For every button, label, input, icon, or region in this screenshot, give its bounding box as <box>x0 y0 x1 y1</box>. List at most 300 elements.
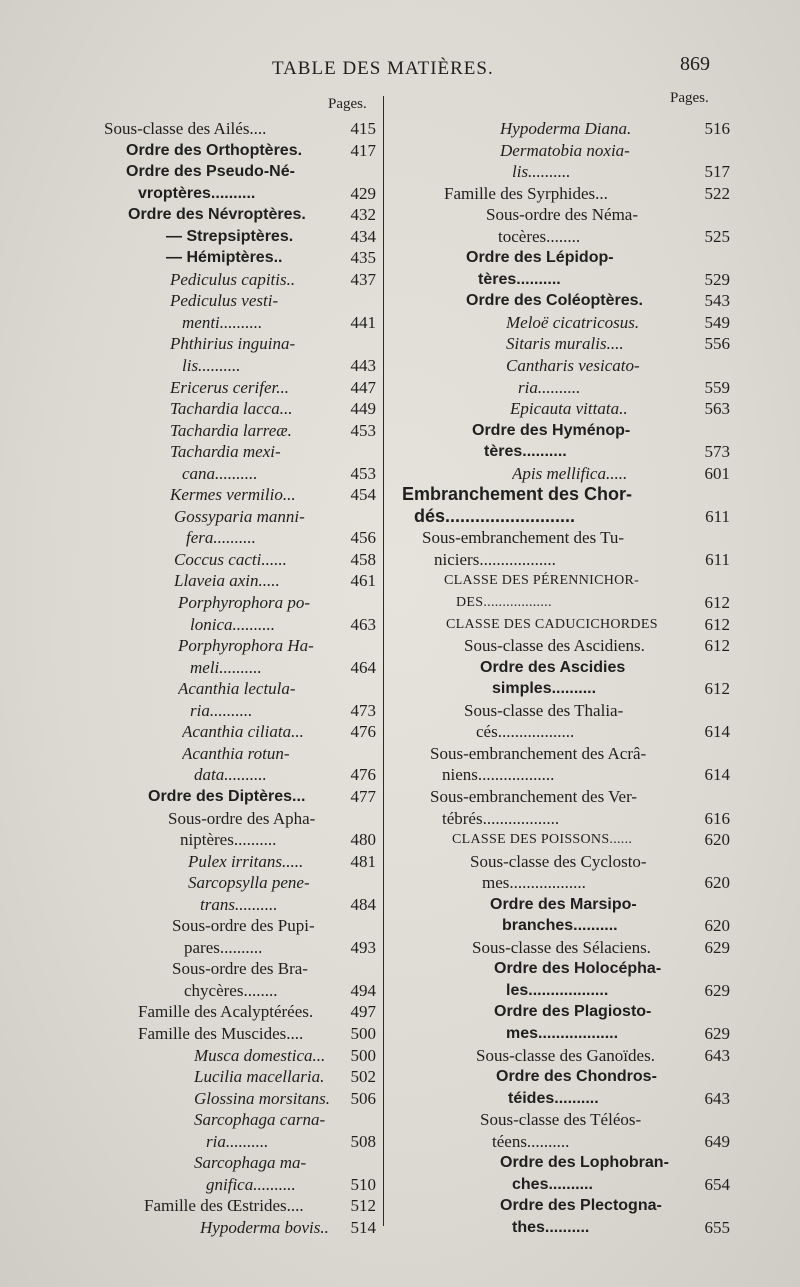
toc-entry-title <box>104 226 332 248</box>
toc-entry-page: 612 <box>704 636 730 656</box>
toc-entry-page: 611 <box>705 549 730 569</box>
toc-entry-page: 616 <box>704 808 730 828</box>
toc-entry-line: tébrés.................. <box>442 808 560 828</box>
toc-entry-line: gnifica.......... <box>206 1174 296 1194</box>
toc-entry-line: Gossyparia manni- <box>174 506 305 526</box>
toc-entry-line: Pediculus capitis.. <box>170 269 296 289</box>
toc-entry-page: 611 <box>705 506 730 526</box>
toc-entry-page: 417 <box>350 140 376 160</box>
toc-entry-line: lis.......... <box>182 356 241 376</box>
toc-entry <box>400 570 730 613</box>
toc-entry-title <box>400 937 686 959</box>
toc-entry-line: Sitaris muralis.... <box>506 334 624 354</box>
toc-entry-page: 415 <box>350 119 376 138</box>
toc-entry-line: CLASSE DES CADUCICHORDES <box>446 616 658 632</box>
toc-entry-page: 620 <box>704 916 730 936</box>
toc-entry-line: ches.......... <box>512 1175 593 1193</box>
toc-entry-line: Musca domestica... <box>194 1045 326 1065</box>
toc-entry <box>104 743 376 786</box>
toc-entry <box>104 635 376 678</box>
toc-entry-page: 463 <box>350 614 376 634</box>
toc-entry-line: téides.......... <box>508 1089 599 1107</box>
toc-entry <box>400 851 730 894</box>
toc-entry-line: lis.......... <box>512 162 571 182</box>
toc-entry-title <box>400 527 686 570</box>
toc-entry-page: 429 <box>350 183 376 203</box>
toc-entry-line: Phthirius inguina- <box>170 334 296 354</box>
toc-entry-title <box>104 570 332 592</box>
toc-entry <box>400 614 730 636</box>
toc-entry-line: Famille des Syrphides... <box>444 183 608 203</box>
toc-entry-title <box>400 118 686 140</box>
toc-entry-page: 500 <box>350 1023 376 1043</box>
toc-entry-title <box>400 484 686 527</box>
toc-entry <box>400 635 730 657</box>
toc-entry-title <box>400 635 686 657</box>
toc-entry-page: 456 <box>350 528 376 548</box>
toc-entry-line: fera.......... <box>186 528 256 548</box>
toc-entry-line: Acanthia ciliata... <box>182 722 304 742</box>
toc-entry-title <box>104 1045 332 1067</box>
toc-entry-line: Sous-classe des Téléos- <box>480 1110 642 1130</box>
toc-entry-title <box>104 721 332 743</box>
toc-entry-line: Sous-classe des Cyclosto- <box>470 851 647 871</box>
toc-entry-title <box>400 570 686 613</box>
toc-entry-page: 449 <box>350 399 376 419</box>
toc-entry-page: 612 <box>704 593 730 613</box>
toc-entry-line: Porphyrophora po- <box>178 593 311 613</box>
toc-entry <box>104 958 376 1001</box>
toc-entry-page: 510 <box>350 1174 376 1194</box>
toc-entry-title <box>104 484 332 506</box>
toc-entry <box>400 1001 730 1044</box>
toc-entry-line: — Hémiptères.. <box>166 249 283 267</box>
toc-entry-page: 506 <box>350 1088 376 1108</box>
toc-entry-page: 441 <box>350 312 376 332</box>
toc-entry-line: Sous-ordre des Bra- <box>172 959 308 979</box>
toc-entry-line: Acanthia lectula- <box>178 679 296 699</box>
toc-entry <box>104 161 376 204</box>
toc-entry-title <box>104 290 332 333</box>
toc-entry-page: 476 <box>350 722 376 742</box>
toc-entry-page: 559 <box>704 377 730 397</box>
toc-entry-title <box>104 635 332 678</box>
toc-entry-title <box>400 140 686 183</box>
toc-entry <box>104 570 376 592</box>
toc-entry <box>400 312 730 334</box>
toc-entry-line: tères.......... <box>478 270 561 288</box>
toc-entry-title <box>400 290 686 312</box>
toc-entry-line: téens.......... <box>492 1131 570 1151</box>
toc-entry-line: Embranchement des Chor- <box>402 484 633 505</box>
toc-entry-page: 476 <box>350 765 376 785</box>
toc-entry <box>104 290 376 333</box>
toc-entry-title <box>400 204 686 247</box>
toc-entry-title <box>400 1195 686 1238</box>
toc-entry-page: 516 <box>704 119 730 138</box>
toc-entry <box>104 851 376 873</box>
toc-entry-page: 629 <box>704 980 730 1000</box>
toc-entry <box>400 204 730 247</box>
toc-entry-title <box>104 1195 332 1217</box>
toc-entry-line: Porphyrophora Ha- <box>178 636 314 656</box>
toc-entry-line: Ordre des Coléoptères. <box>466 292 643 310</box>
toc-entry-title <box>400 1066 686 1109</box>
toc-entry-title <box>104 1217 332 1239</box>
toc-entry <box>400 657 730 700</box>
toc-entry <box>400 484 730 527</box>
toc-entry <box>104 204 376 226</box>
toc-entry-line: Sous-classe des Thalia- <box>464 700 624 720</box>
toc-entry-title <box>104 269 332 291</box>
toc-entry-line: pares.......... <box>184 937 263 957</box>
toc-entry <box>400 398 730 420</box>
toc-entry <box>104 484 376 506</box>
toc-entry-line: Sous-embranchement des Tu- <box>422 528 625 548</box>
toc-entry-line: — Strepsiptères. <box>166 227 294 245</box>
toc-entry <box>400 355 730 398</box>
toc-entry <box>400 829 730 851</box>
toc-entry-page: 461 <box>350 571 376 591</box>
toc-entry-title <box>104 958 332 1001</box>
toc-entry-page: 497 <box>350 1002 376 1022</box>
right-column <box>400 118 730 1238</box>
toc-entry-title <box>400 614 686 636</box>
toc-entry <box>104 1066 376 1088</box>
toc-entry-title <box>104 1023 332 1045</box>
toc-entry <box>104 441 376 484</box>
toc-entry-title <box>104 1001 332 1023</box>
toc-entry-title <box>104 743 332 786</box>
toc-entry-title <box>400 333 686 355</box>
toc-entry-line: Sous-embranchement des Acrâ- <box>430 743 647 763</box>
toc-entry-line: Tachardia mexi- <box>170 442 281 462</box>
toc-entry-title <box>104 140 332 162</box>
toc-entry-title <box>104 549 332 571</box>
toc-entry-title <box>104 851 332 873</box>
column-divider <box>383 96 384 1226</box>
toc-entry <box>104 1088 376 1110</box>
toc-entry <box>400 894 730 937</box>
toc-entry <box>104 506 376 549</box>
toc-entry-line: Sous-classe des Ailés.... <box>104 119 267 138</box>
toc-entry-title <box>400 355 686 398</box>
toc-entry-page: 573 <box>704 442 730 462</box>
toc-entry <box>104 226 376 248</box>
toc-entry-title <box>104 678 332 721</box>
toc-entry-line: les.................. <box>506 981 609 999</box>
toc-entry-line: Ordre des Chondros- <box>496 1068 657 1086</box>
toc-entry <box>104 786 376 808</box>
toc-entry-line: Tachardia lacca... <box>170 399 293 419</box>
toc-entry <box>400 1152 730 1195</box>
toc-entry <box>104 721 376 743</box>
toc-entry-line: Meloë cicatricosus. <box>506 312 640 332</box>
toc-entry <box>400 290 730 312</box>
toc-entry <box>400 140 730 183</box>
toc-entry-line: thes.......... <box>512 1218 590 1236</box>
toc-entry-line: tères.......... <box>484 443 567 461</box>
toc-entry-page: 529 <box>704 269 730 289</box>
toc-entry-line: Ordre des Ascidies <box>480 658 626 676</box>
toc-entry-page: 522 <box>704 183 730 203</box>
toc-entry-page: 612 <box>704 679 730 699</box>
toc-entry-line: DES.................. <box>456 595 552 611</box>
toc-entry-line: CLASSE DES POISSONS...... <box>452 832 633 848</box>
toc-entry <box>400 183 730 205</box>
toc-entry-page: 458 <box>350 549 376 569</box>
toc-entry-page: 453 <box>350 420 376 440</box>
toc-entry <box>104 678 376 721</box>
toc-entry-line: Famille des Acalyptérées. <box>138 1002 314 1022</box>
toc-entry <box>104 1023 376 1045</box>
toc-entry-title <box>400 312 686 334</box>
toc-entry <box>104 398 376 420</box>
toc-entry-line: cés.................. <box>476 722 575 742</box>
toc-entry-line: Ordre des Lépidop- <box>466 249 614 267</box>
toc-entry-title <box>104 118 332 140</box>
toc-entry-line: Ordre des Névroptères. <box>128 206 306 224</box>
toc-entry-page: 484 <box>350 894 376 914</box>
toc-entry <box>104 1045 376 1067</box>
toc-entry-page: 601 <box>704 463 730 483</box>
toc-entry-page: 443 <box>350 356 376 376</box>
toc-entry-title <box>104 1088 332 1110</box>
toc-entry-page: 493 <box>350 937 376 957</box>
toc-entry-line: dés.......................... <box>414 505 576 526</box>
toc-entry-page: 629 <box>704 1023 730 1043</box>
toc-entry-line: tocères........ <box>498 226 581 246</box>
toc-entry <box>104 420 376 442</box>
toc-entry-page: 517 <box>704 162 730 182</box>
toc-entry-title <box>400 463 686 485</box>
toc-entry-title <box>400 1152 686 1195</box>
toc-entry-page: 614 <box>704 765 730 785</box>
toc-entry-line: Lucilia macellaria. <box>194 1067 325 1087</box>
toc-entry <box>400 118 730 140</box>
toc-entry <box>400 700 730 743</box>
toc-entry-title <box>400 398 686 420</box>
toc-entry-line: Pediculus vesti- <box>170 291 279 311</box>
toc-entry-line: ria.......... <box>190 700 253 720</box>
toc-entry-line: Sous-ordre des Néma- <box>486 205 639 225</box>
toc-entry-page: 512 <box>350 1196 376 1216</box>
toc-entry <box>400 743 730 786</box>
toc-entry-title <box>104 1152 332 1195</box>
toc-entry-title <box>104 592 332 635</box>
toc-entry-line: niciers.................. <box>434 549 556 569</box>
toc-entry-line: simples.......... <box>492 680 597 698</box>
toc-entry-page: 514 <box>350 1217 376 1237</box>
toc-entry <box>104 1152 376 1195</box>
toc-entry <box>104 1109 376 1152</box>
toc-entry-page: 654 <box>704 1174 730 1194</box>
toc-entry-line: CLASSE DES PÉRENNICHOR- <box>444 573 640 589</box>
toc-entry-title <box>400 1045 686 1067</box>
toc-entry-line: trans.......... <box>200 894 278 914</box>
toc-entry <box>400 463 730 485</box>
toc-entry-page: 432 <box>350 205 376 225</box>
toc-entry-title <box>104 420 332 442</box>
toc-entry-page: 629 <box>704 937 730 957</box>
toc-entry-page: 502 <box>350 1067 376 1087</box>
toc-entry-title <box>400 958 686 1001</box>
toc-entry-title <box>400 420 686 463</box>
toc-entry <box>104 592 376 635</box>
toc-entry-line: Sarcophaga ma- <box>194 1153 307 1173</box>
toc-entry-line: lonica.......... <box>190 614 275 634</box>
toc-entry-title <box>104 398 332 420</box>
toc-entry-title <box>400 700 686 743</box>
toc-entry <box>400 1195 730 1238</box>
toc-entry-line: Ordre des Orthoptères. <box>126 141 303 159</box>
toc-entry <box>104 872 376 915</box>
toc-entry-title <box>104 333 332 376</box>
toc-entry-line: niens.................. <box>442 765 555 785</box>
toc-entry-line: Sous-ordre des Pupi- <box>172 916 315 936</box>
toc-entry <box>104 1217 376 1239</box>
toc-entry-page: 620 <box>704 830 730 850</box>
toc-entry-line: Llaveia axin..... <box>174 571 280 591</box>
toc-entry-line: Ordre des Plagiosto- <box>494 1003 652 1021</box>
toc-entry-title <box>400 183 686 205</box>
toc-entry-title <box>400 786 686 829</box>
toc-entry <box>104 377 376 399</box>
toc-entry-page: 480 <box>350 830 376 850</box>
toc-entry-line: Sous-classe des Sélaciens. <box>472 937 651 957</box>
toc-entry-line: Dermatobia noxia- <box>500 140 630 160</box>
toc-entry-line: Ordre des Plectogna- <box>500 1197 662 1215</box>
toc-entry <box>104 118 376 140</box>
toc-entry <box>104 333 376 376</box>
toc-entry <box>400 1066 730 1109</box>
left-column <box>104 118 376 1238</box>
toc-entry-line: menti.......... <box>182 312 263 332</box>
toc-entry-line: branches.......... <box>502 917 618 935</box>
toc-entry-page: 435 <box>350 248 376 268</box>
toc-entry-line: Sous-classe des Ascidiens. <box>464 636 645 656</box>
toc-entry-title <box>104 786 332 808</box>
toc-entry-title <box>104 1066 332 1088</box>
toc-entry-title <box>400 851 686 894</box>
toc-entry-line: Sous-embranchement des Ver- <box>430 786 638 806</box>
toc-entry <box>104 1195 376 1217</box>
toc-entry-line: Ordre des Hyménop- <box>472 421 631 439</box>
toc-entry-title <box>400 743 686 786</box>
toc-entry-line: Ordre des Diptères... <box>148 787 306 805</box>
toc-entry <box>400 247 730 290</box>
toc-entry-line: mes.................. <box>482 873 586 893</box>
toc-entry <box>104 1001 376 1023</box>
toc-entry-line: vroptères.......... <box>138 184 256 202</box>
toc-entry-page: 549 <box>704 312 730 332</box>
toc-entry-line: Cantharis vesicato- <box>506 356 640 376</box>
toc-entry-page: 454 <box>350 485 376 505</box>
toc-entry-title <box>400 894 686 937</box>
toc-entry-page: 434 <box>350 226 376 246</box>
toc-entry-line: Glossina morsitans. <box>194 1088 331 1108</box>
toc-entry-title <box>104 247 332 269</box>
toc-entry-page: 447 <box>350 377 376 397</box>
left-column-pages-heading: Pages. <box>328 96 367 112</box>
toc-entry-page: 494 <box>350 980 376 1000</box>
toc-entry-line: Apis mellifica..... <box>512 463 628 483</box>
toc-entry-page: 543 <box>704 291 730 311</box>
toc-entry-title <box>104 915 332 958</box>
toc-entry-line: Sous-ordre des Apha- <box>168 808 316 828</box>
toc-entry <box>400 1109 730 1152</box>
toc-entry-page: 655 <box>704 1217 730 1237</box>
toc-entry-page: 473 <box>350 700 376 720</box>
toc-entry-title <box>104 161 332 204</box>
toc-entry-title <box>104 808 332 851</box>
toc-entry <box>104 247 376 269</box>
toc-entry-line: cana.......... <box>182 463 258 483</box>
toc-entry <box>104 269 376 291</box>
toc-entry-page: 563 <box>704 399 730 419</box>
toc-entry-line: Hypoderma Diana. <box>500 119 632 138</box>
toc-entry-line: Famille des Muscides.... <box>138 1023 304 1043</box>
toc-entry-page: 612 <box>704 614 730 634</box>
toc-entry-line: Pulex irritans..... <box>188 851 304 871</box>
toc-entry-title <box>400 829 686 851</box>
toc-entry-line: Hypoderma bovis.. <box>200 1217 329 1237</box>
toc-entry-page: 643 <box>704 1088 730 1108</box>
toc-entry <box>104 915 376 958</box>
toc-entry <box>400 420 730 463</box>
toc-entry-page: 477 <box>350 786 376 806</box>
page-number: 869 <box>680 53 710 75</box>
toc-entry-line: Ordre des Marsipo- <box>490 895 637 913</box>
toc-entry-line: Ericerus cerifer... <box>170 377 289 397</box>
toc-entry-line: chycères........ <box>184 980 278 1000</box>
toc-entry <box>400 333 730 355</box>
toc-entry-title <box>400 1109 686 1152</box>
toc-entry-line: Ordre des Holocépha- <box>494 960 662 978</box>
toc-entry-line: ria.......... <box>206 1131 269 1151</box>
toc-entry-line: Acanthia rotun- <box>182 743 290 763</box>
toc-entry-line: Epicauta vittata.. <box>510 399 628 419</box>
toc-entry-title <box>104 872 332 915</box>
toc-entry-line: Kermes vermilio... <box>170 485 296 505</box>
toc-entry-title <box>400 1001 686 1044</box>
toc-entry-page: 508 <box>350 1131 376 1151</box>
toc-entry-title <box>104 204 332 226</box>
toc-entry-line: Coccus cacti...... <box>174 549 287 569</box>
toc-entry-page: 649 <box>704 1131 730 1151</box>
toc-entry-page: 437 <box>350 269 376 289</box>
toc-entry-page: 481 <box>350 851 376 871</box>
toc-entry-title <box>104 506 332 549</box>
toc-entry <box>400 1045 730 1067</box>
toc-entry-line: Famille des Œstrides.... <box>144 1196 304 1216</box>
toc-entry-line: niptères.......... <box>180 830 277 850</box>
toc-entry-title <box>104 441 332 484</box>
toc-entry-page: 464 <box>350 657 376 677</box>
toc-entry-line: Sarcophaga carna- <box>194 1110 326 1130</box>
toc-entry-line: meli.......... <box>190 657 262 677</box>
toc-entry <box>104 808 376 851</box>
toc-entry-line: Ordre des Pseudo-Né- <box>126 163 295 181</box>
toc-entry-page: 500 <box>350 1045 376 1065</box>
running-head: TABLE DES MATIÈRES. <box>272 58 494 79</box>
toc-entry-page: 643 <box>704 1045 730 1065</box>
toc-entry-page: 556 <box>704 334 730 354</box>
toc-entry <box>400 786 730 829</box>
toc-entry-page: 614 <box>704 722 730 742</box>
toc-entry-title <box>104 377 332 399</box>
toc-entry-title <box>104 1109 332 1152</box>
